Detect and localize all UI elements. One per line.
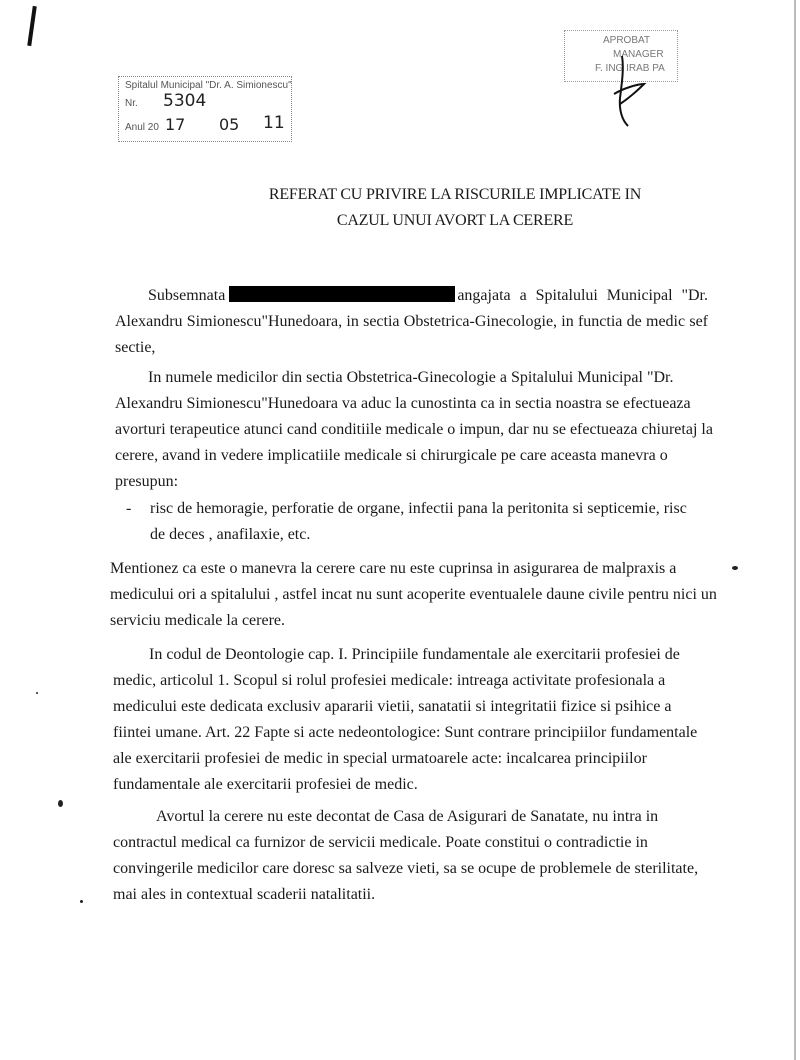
intro-paragraph [115, 283, 708, 361]
paragraph-3: Mentionez ca este o manevra la cerere care nu este cuprinsa in asigurarea de malpraxis a medicului ori a spitalului , astfel incat nu sunt acoperite eventualele daune civile pentru nici un serviciu medicale la cerere. [110, 560, 717, 629]
list-bullet: - [126, 500, 132, 517]
title-line-1: REFERAT CU PRIVIRE LA RISCURILE IMPLICATE IN [268, 186, 642, 203]
stamp-day-value: 05 [219, 115, 240, 134]
approval-line-3: F. ING IRAB PA [595, 63, 665, 74]
stamp-year-label: Anul 20 [125, 122, 159, 133]
stamp-month-value: 11 [263, 113, 285, 133]
registration-stamp [118, 76, 292, 142]
list-item-text: risc de hemoragie, perforatie de organe, infectii pana la peritonita si septicemie, risc de deces , anafilaxie, etc. [150, 500, 687, 543]
paragraph-2 [115, 365, 715, 495]
title-line-2: CAZUL UNUI AVORT LA CERERE [336, 212, 574, 229]
paragraph-5 [113, 804, 713, 908]
intro-before: Subsemnata [148, 287, 226, 304]
redacted-name [229, 286, 455, 302]
scan-speck [58, 800, 63, 807]
paragraph-2-text: In numele medicilor din sectia Obstetrica-Ginecologie a Spitalului Municipal "Dr. Alexandru Simionescu"Hunedoara va aduc la cunostinta ca in sectia noastra se efectueaza avorturi terapeutice atunci cand conditiile medicale o impun, dar nu se efectueaza chiuretaj la cerere, avand in vedere implicatiile medicale si chirurgicale pe care aceasta manevra o presupun: [115, 369, 713, 490]
document-title [150, 182, 760, 234]
paragraph-4 [113, 642, 713, 798]
approval-line-1: APROBAT [603, 35, 651, 46]
stamp-nr-label: Nr. [125, 98, 138, 109]
paragraph-4-text: In codul de Deontologie cap. I. Principiile fundamentale ale exercitarii profesiei de medic, articolul 1. Scopul si rolul profesiei medicale: intreaga activitate profesionala a medicului este dedicata exclusiv apararii vietii, sanatatii si integritatii fizice si psihice a fiintei umane. Art. 22 Fapte si acte nedeontologice: Sunt contrare principiilor fundamentale ale exercitarii profesiei de medic in special urmatoarele acte: incalcarea principiilor fundamentale ale exercitarii profesiei de medic. [113, 646, 698, 793]
paragraph-5-text: Avortul la cerere nu este decontat de Casa de Asigurari de Sanatate, nu intra in contractul medical ca furnizor de servicii medicale. Poate constitui o contradictie in convingerile medicilor care doresc sa salveze vieti, sa se ocupe de problemele de sterilitate, mai ales in contextual scaderii natalitatii. [113, 808, 699, 903]
scan-speck [80, 900, 83, 903]
scan-speck [732, 566, 738, 570]
stamp-nr-value: 5304 [163, 91, 207, 111]
pen-mark [27, 6, 37, 46]
signature [608, 54, 648, 130]
scan-edge [794, 0, 796, 1060]
stamp-year-value: 17 [165, 115, 186, 134]
stamp-hospital-name: Spitalul Municipal "Dr. A. Simionescu" [125, 80, 292, 91]
approval-line-2: MANAGER [613, 49, 664, 60]
scan-speck [36, 692, 38, 694]
intro-after: angajata a Spitalului Municipal "Dr. Alexandru Simionescu"Hunedoara, in sectia Obstetrica-Ginecologie, in functia de medic sef sectie, [115, 287, 708, 356]
